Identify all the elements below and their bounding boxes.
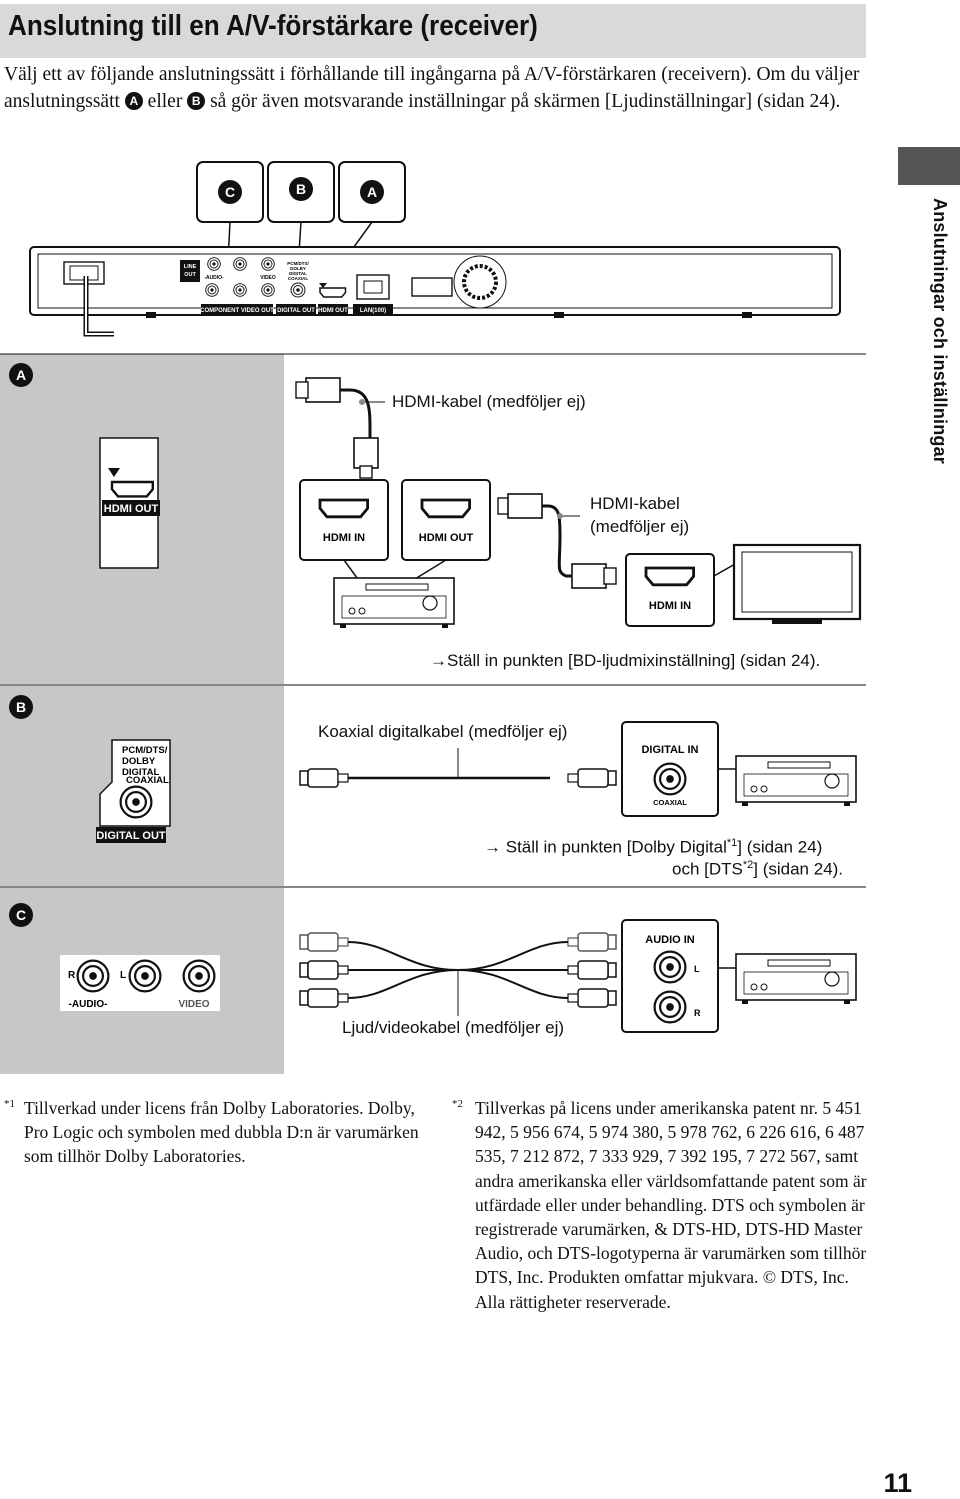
receiver-digital-in-panel bbox=[622, 722, 718, 816]
page-number: 11 bbox=[883, 1468, 912, 1498]
page-title: Anslutning till en A/V-förstärkare (receiver) bbox=[8, 10, 538, 42]
hdmi-cable-1 bbox=[296, 378, 385, 478]
receiver-hdmi-in-label: HDMI IN bbox=[322, 532, 366, 544]
receiver-hdmi-out-label: HDMI OUT bbox=[418, 532, 474, 544]
footnote-1-marker: *1 bbox=[4, 1098, 15, 1110]
svg-text:PCM/DTS/: PCM/DTS/ bbox=[287, 261, 309, 266]
intro-text-2: eller bbox=[142, 90, 188, 112]
player-component-video-out: COMPONENT VIDEO OUT bbox=[200, 308, 274, 314]
footnote-2-marker: *2 bbox=[452, 1098, 463, 1110]
b-cable-caption: Koaxial digitalkabel (medföljer ej) bbox=[318, 722, 568, 741]
receiver-audio-in-panel bbox=[622, 920, 718, 1032]
receiver-hdmi-out-panel bbox=[402, 480, 490, 560]
intro-text-3: så gör även motsvarande inställningar på skärmen [Ljudinställningar] (sidan 24). bbox=[205, 90, 841, 112]
b-note-line2: och [DTS$^{*2}$] (sidan 24). bbox=[672, 859, 844, 879]
section-c-letter: C bbox=[15, 907, 27, 923]
receiver-b bbox=[736, 756, 856, 806]
player-lan: LAN(100) bbox=[359, 308, 387, 314]
label-b-badge: B bbox=[187, 92, 205, 110]
audio-in-label: AUDIO IN bbox=[645, 934, 695, 946]
svg-text:DIGITAL: DIGITAL bbox=[122, 767, 160, 778]
av-cable bbox=[300, 933, 616, 1016]
svg-text:DIGITAL: DIGITAL bbox=[289, 271, 307, 276]
c-audio-label: -AUDIO- bbox=[68, 999, 108, 1010]
player-video-label: VIDEO bbox=[260, 275, 276, 281]
tv-hdmi-in-panel bbox=[626, 554, 714, 626]
svg-text:L: L bbox=[120, 970, 127, 981]
callout-c-letter: C bbox=[224, 184, 236, 200]
a-hdmi-out-label: HDMI OUT bbox=[103, 503, 159, 515]
digital-in-label: DIGITAL IN bbox=[641, 744, 699, 756]
receiver-c bbox=[736, 954, 856, 1004]
svg-text:COAXIAL: COAXIAL bbox=[126, 775, 169, 786]
receiver-a bbox=[334, 578, 454, 628]
b-digital-out-label: DIGITAL OUT bbox=[96, 830, 166, 842]
section-b-letter: B bbox=[15, 699, 27, 715]
c-video-label: VIDEO bbox=[178, 999, 210, 1010]
tv-icon bbox=[734, 545, 860, 624]
a-cable2-caption-2: (medföljer ej) bbox=[590, 517, 690, 536]
receiver-hdmi-in-panel bbox=[300, 480, 388, 560]
player-hdmi-out: HDMI OUT bbox=[318, 308, 348, 314]
player-audio-label: -AUDIO- bbox=[204, 275, 224, 281]
tv-hdmi-in-label: HDMI IN bbox=[648, 600, 692, 612]
section-a-letter: A bbox=[15, 367, 27, 383]
footnote-1: Tillverkad under licens från Dolby Laboratories. Dolby, Pro Logic och symbolen med dubbla D:n är varumärken som tillhör Dolby Laboratories. bbox=[24, 1098, 419, 1167]
a-note: →Ställ in punkten [BD-ljudmixinställning] (sidan 24). bbox=[430, 651, 821, 670]
intro-text-1: Välj ett av följande anslutningssätt i förhållande till ingångarna på A/V-förstärkaren (receivern). Om du väljer anslutningssätt bbox=[4, 64, 860, 112]
callout-b-letter: B bbox=[295, 181, 307, 197]
svg-text:L: L bbox=[694, 964, 700, 974]
svg-text:R: R bbox=[694, 1008, 701, 1018]
callout-b bbox=[268, 162, 334, 222]
label-a-badge: A bbox=[125, 92, 143, 110]
svg-text:DOLBY: DOLBY bbox=[290, 266, 306, 271]
c-cable-caption: Ljud/videokabel (medföljer ej) bbox=[342, 1018, 565, 1037]
section-a-player-hdmi-out bbox=[100, 438, 160, 568]
player-av-out bbox=[60, 955, 220, 1011]
player-rear-panel bbox=[30, 247, 840, 334]
svg-text:R: R bbox=[68, 970, 76, 981]
intro-paragraph bbox=[4, 62, 866, 115]
svg-text:PCM/DTS/: PCM/DTS/ bbox=[122, 745, 168, 756]
coaxial-cable bbox=[300, 748, 616, 787]
footnote-2: Tillverkas på licens under amerikanska patent nr. 5 451 942, 5 956 674, 5 974 380, 5 978 762, 6 226 616, 6 487 535, 7 212 872, 7 333 929, 7 392 195, 7 272 567, samt andra amerikanska eller världsomfattande patent som är utfärdade eller under behandling. DTS och symbolen är registrerade varumärken, & DTS-HD, DTS-HD Master Audio, och DTS-logotyperna är varumärken som tillhör DTS, Inc. Produkten omfattar mjukvara. © DTS, Inc. Alla rättigheter reserverade. bbox=[475, 1098, 867, 1312]
b-note-line1: → Ställ in punkten [Dolby Digital$^{*1}$] (sidan 24) bbox=[484, 837, 823, 857]
svg-text:COAXIAL: COAXIAL bbox=[653, 798, 687, 807]
svg-text:OUT: OUT bbox=[184, 272, 196, 278]
player-digital-out: DIGITAL OUT bbox=[277, 308, 315, 314]
svg-text:COAXIAL: COAXIAL bbox=[287, 276, 309, 281]
a-cable2-caption-1: HDMI-kabel bbox=[590, 494, 680, 513]
side-tab bbox=[898, 147, 960, 185]
svg-text:DOLBY: DOLBY bbox=[122, 756, 156, 767]
callout-a bbox=[339, 162, 405, 222]
a-cable1-caption: HDMI-kabel (medföljer ej) bbox=[392, 392, 586, 411]
player-line-out: LINE bbox=[183, 264, 197, 270]
callout-c bbox=[197, 162, 263, 222]
connection-diagram bbox=[0, 150, 880, 1080]
side-tab-text: Anslutningar och inställningar bbox=[930, 198, 950, 465]
callout-a-letter: A bbox=[366, 184, 378, 200]
